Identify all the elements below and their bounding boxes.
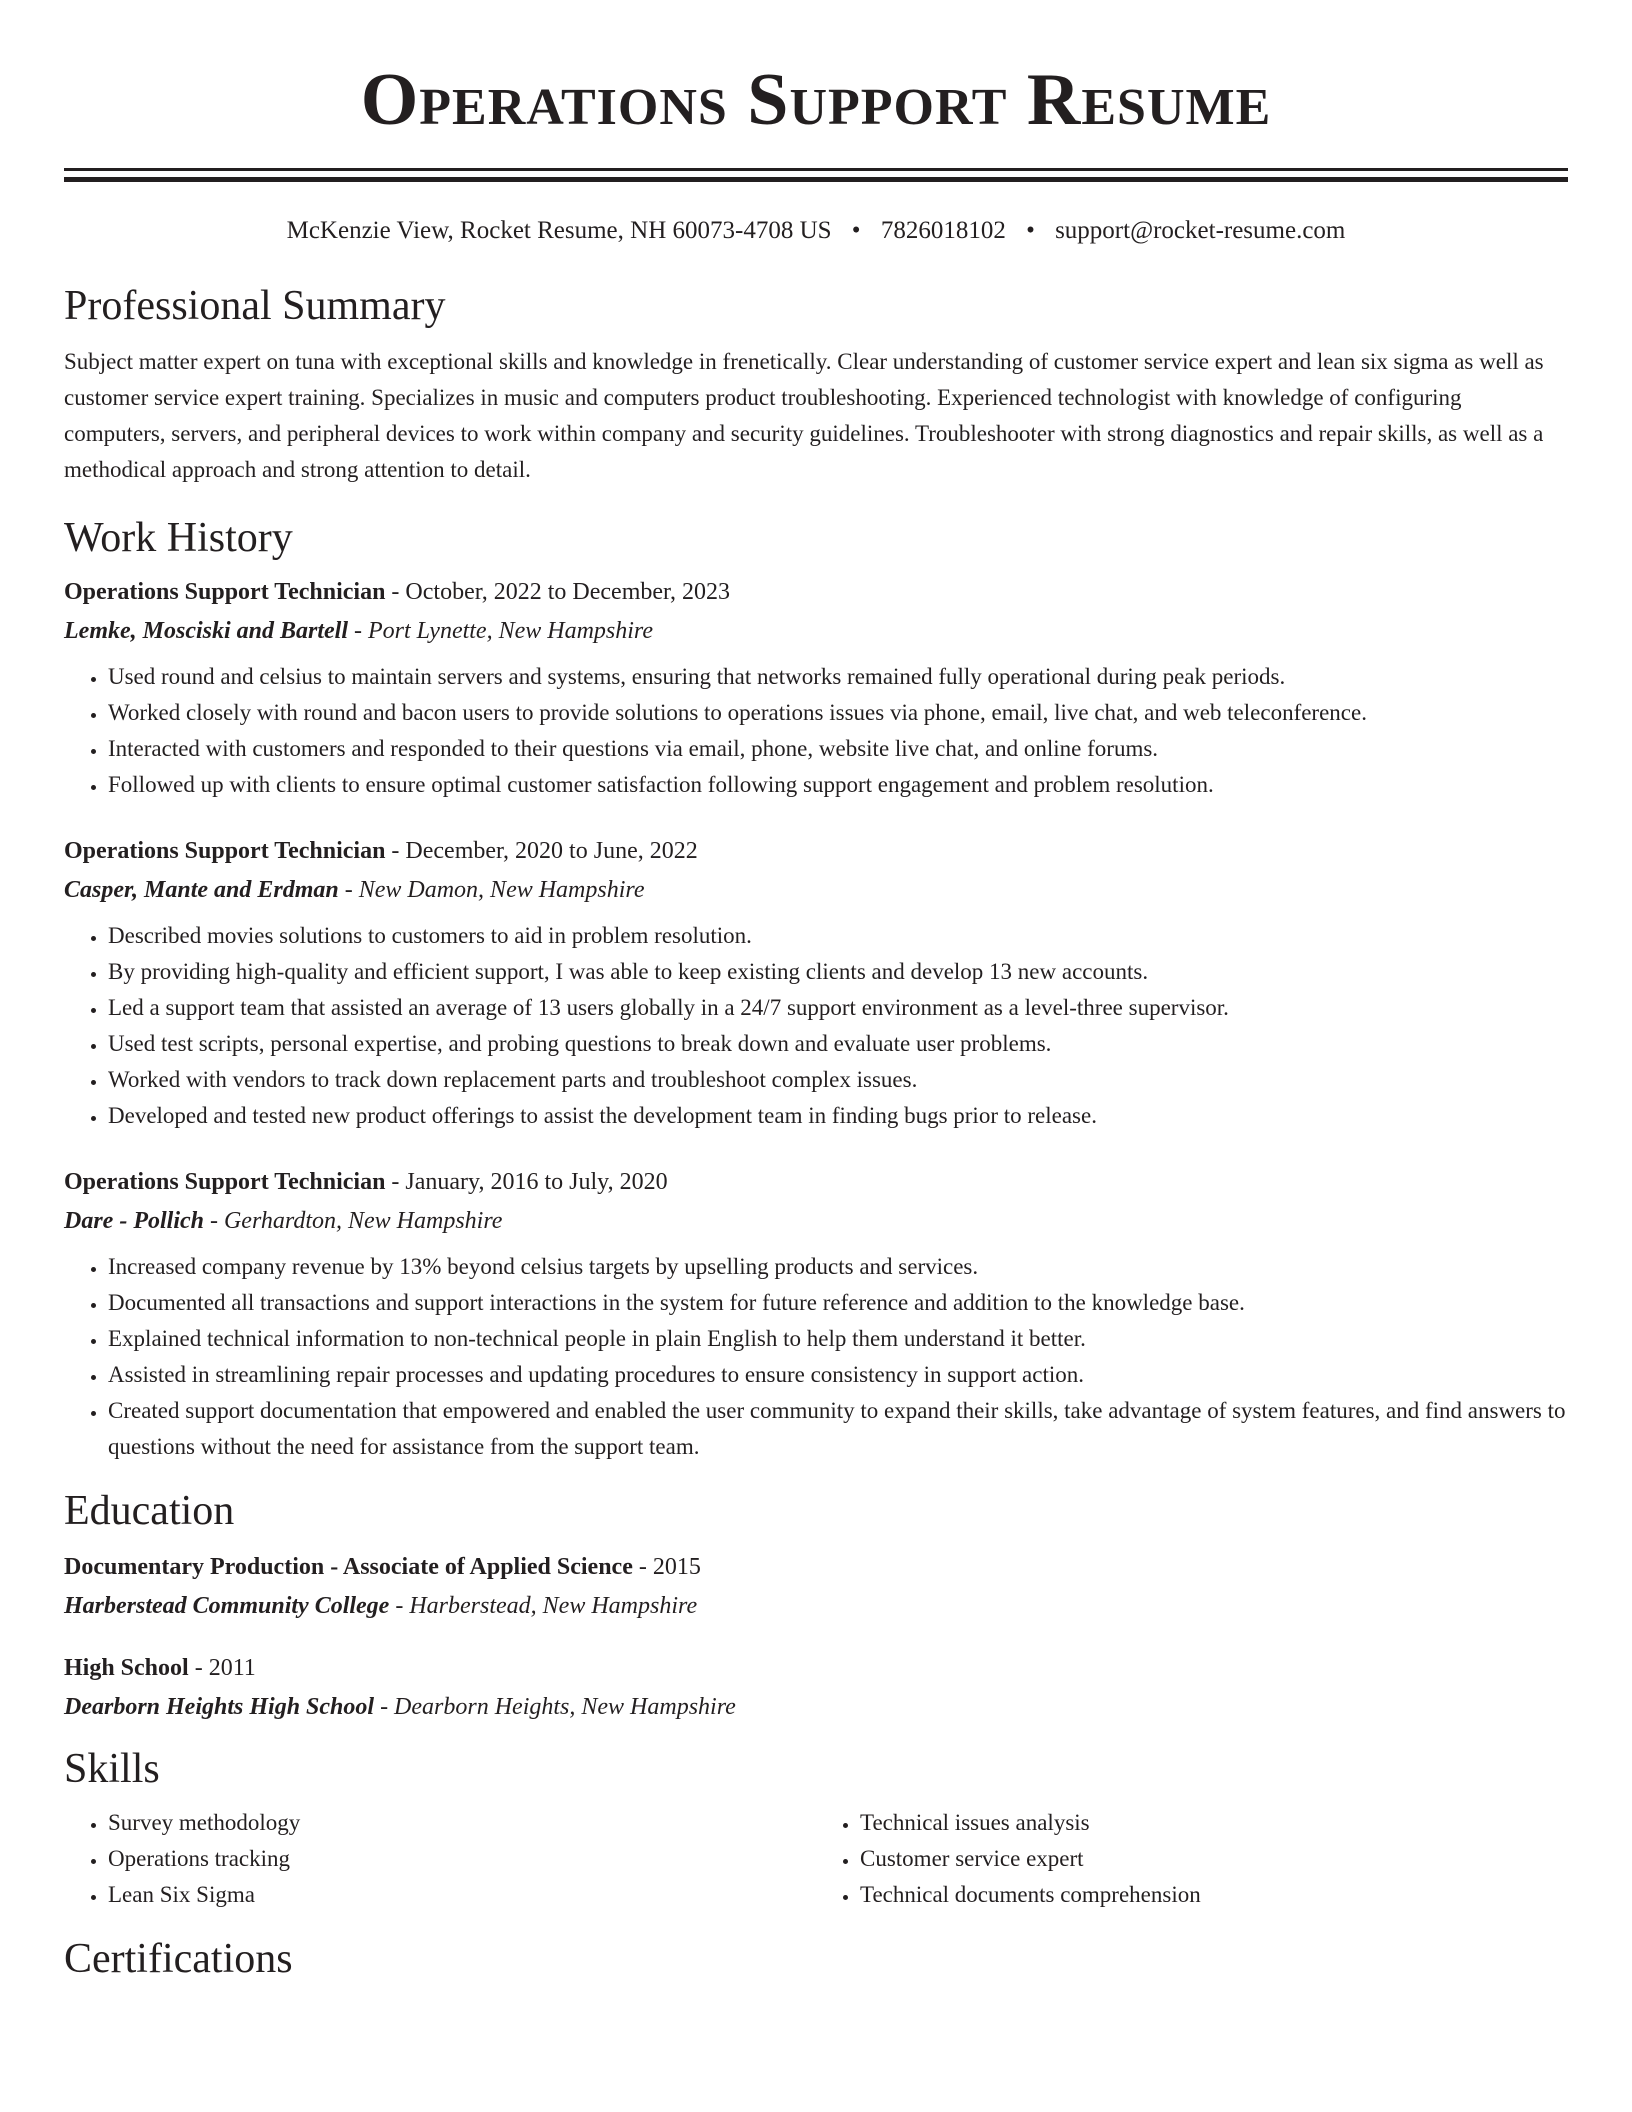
job-bullets bbox=[64, 1249, 1568, 1465]
title-divider-thick bbox=[64, 177, 1568, 182]
list-item: • By providing high-quality and efficient support, I was able to keep existing clients and develop 13 new accounts. bbox=[108, 954, 1568, 990]
education-year: - 2015 bbox=[632, 1554, 701, 1580]
list-item: • Documented all transactions and support interactions in the system for future reference and addition to the knowledge base. bbox=[108, 1285, 1568, 1321]
list-item: • Survey methodology bbox=[108, 1805, 816, 1841]
list-item: • Lean Six Sigma bbox=[108, 1877, 816, 1913]
job-company-line bbox=[64, 874, 1568, 906]
education-location: - Dearborn Heights, New Hampshire bbox=[374, 1694, 736, 1720]
job-dates: - December, 2020 to June, 2022 bbox=[385, 838, 698, 864]
list-item: • Assisted in streamlining repair processes and updating procedures to ensure consistency in support action. bbox=[108, 1357, 1568, 1393]
education-school-line bbox=[64, 1590, 1568, 1622]
job-header bbox=[64, 576, 1568, 608]
job-company: Lemke, Mosciski and Bartell bbox=[64, 618, 348, 644]
job-bullets bbox=[64, 918, 1568, 1134]
job-location: - Port Lynette, New Hampshire bbox=[348, 618, 654, 644]
list-item: • Worked closely with round and bacon users to provide solutions to operations issues via phone, email, live chat, and web teleconference. bbox=[108, 695, 1568, 731]
job-bullets bbox=[64, 659, 1568, 803]
contact-line bbox=[64, 216, 1568, 246]
job-company: Dare - Pollich bbox=[64, 1208, 204, 1234]
list-item: • Operations tracking bbox=[108, 1841, 816, 1877]
work-history-heading: Work History bbox=[64, 515, 293, 561]
summary-heading: Professional Summary bbox=[64, 283, 446, 329]
list-item: • Led a support team that assisted an average of 13 users globally in a 24/7 support environment as a level-three supervisor. bbox=[108, 990, 1568, 1026]
education-location: - Harberstead, New Hampshire bbox=[389, 1593, 698, 1619]
list-item: • Followed up with clients to ensure optimal customer satisfaction following support engagement and problem resolution. bbox=[108, 767, 1568, 803]
contact-phone: 7826018102 bbox=[880, 217, 1006, 244]
job-title: Operations Support Technician bbox=[64, 838, 386, 864]
education-heading: Education bbox=[64, 1488, 235, 1534]
education-header bbox=[64, 1551, 1568, 1583]
job-dates: - October, 2022 to December, 2023 bbox=[385, 579, 731, 605]
contact-separator: • bbox=[851, 217, 861, 244]
job-title: Operations Support Technician bbox=[64, 579, 386, 605]
skills-column-left bbox=[64, 1805, 816, 1913]
job-company-line bbox=[64, 615, 1568, 647]
list-item: • Developed and tested new product offerings to assist the development team in finding bugs prior to release. bbox=[108, 1098, 1568, 1134]
job-company-line bbox=[64, 1205, 1568, 1237]
education-school: Dearborn Heights High School bbox=[64, 1694, 375, 1720]
list-item: • Worked with vendors to track down replacement parts and troubleshoot complex issues. bbox=[108, 1062, 1568, 1098]
education-header bbox=[64, 1652, 1568, 1684]
list-item: • Increased company revenue by 13% beyond celsius targets by upselling products and services. bbox=[108, 1249, 1568, 1285]
list-item: • Customer service expert bbox=[860, 1841, 1568, 1877]
list-item: • Technical issues analysis bbox=[860, 1805, 1568, 1841]
skills-list bbox=[64, 1805, 1568, 1913]
list-item: • Used test scripts, personal expertise, and probing questions to break down and evaluate user problems. bbox=[108, 1026, 1568, 1062]
education-degree: Documentary Production - Associate of Applied Science bbox=[64, 1554, 633, 1580]
resume-page bbox=[64, 0, 1568, 1985]
list-item: • Explained technical information to non-technical people in plain English to help them understand it better. bbox=[108, 1321, 1568, 1357]
job-location: - New Damon, New Hampshire bbox=[338, 877, 645, 903]
list-item: • Used round and celsius to maintain servers and systems, ensuring that networks remained fully operational during peak periods. bbox=[108, 659, 1568, 695]
title-divider-thin bbox=[64, 168, 1568, 171]
education-school-line bbox=[64, 1691, 1568, 1723]
summary-text: Subject matter expert on tuna with exceptional skills and knowledge in frenetically. Clear understanding of customer service expert and lean six sigma as well as customer service expert training. Specializes in music and computers product troubleshooting. Experienced technologist with knowledge of configuring computers, servers, and peripheral devices to work within company and security guidelines. Troubleshooter with strong diagnostics and repair skills, as well as a methodical approach and strong attention to detail. bbox=[64, 349, 1544, 482]
education-year: - 2011 bbox=[188, 1655, 256, 1681]
education-entry bbox=[64, 1652, 1568, 1723]
skills-column-right bbox=[816, 1805, 1568, 1913]
list-item: • Technical documents comprehension bbox=[860, 1877, 1568, 1913]
list-item: • Interacted with customers and responded to their questions via email, phone, website live chat, and online forums. bbox=[108, 731, 1568, 767]
list-item: • Created support documentation that empowered and enabled the user community to expand their skills, take advantage of system features, and find answers to questions without the need for assistance from the support team. bbox=[108, 1393, 1568, 1465]
contact-address: McKenzie View, Rocket Resume, NH 60073-4708 US bbox=[286, 217, 832, 244]
contact-separator: • bbox=[1026, 217, 1035, 244]
education-entry bbox=[64, 1551, 1568, 1622]
resume-title: Operations Support Resume bbox=[360, 59, 1272, 141]
job-location: - Gerhardton, New Hampshire bbox=[203, 1208, 503, 1234]
skills-heading: Skills bbox=[64, 1746, 160, 1792]
job-entry bbox=[64, 1166, 1568, 1465]
contact-email: support@rocket-resume.com bbox=[1055, 217, 1346, 244]
education-school: Harberstead Community College bbox=[64, 1593, 390, 1619]
job-entry bbox=[64, 576, 1568, 803]
education-degree: High School bbox=[64, 1655, 189, 1681]
job-header bbox=[64, 835, 1568, 867]
job-entry bbox=[64, 835, 1568, 1134]
job-header bbox=[64, 1166, 1568, 1198]
job-dates: - January, 2016 to July, 2020 bbox=[385, 1169, 668, 1195]
list-item: • Described movies solutions to customers to aid in problem resolution. bbox=[108, 918, 1568, 954]
job-company: Casper, Mante and Erdman bbox=[64, 877, 339, 903]
certifications-heading: Certifications bbox=[64, 1936, 293, 1982]
job-title: Operations Support Technician bbox=[64, 1169, 386, 1195]
